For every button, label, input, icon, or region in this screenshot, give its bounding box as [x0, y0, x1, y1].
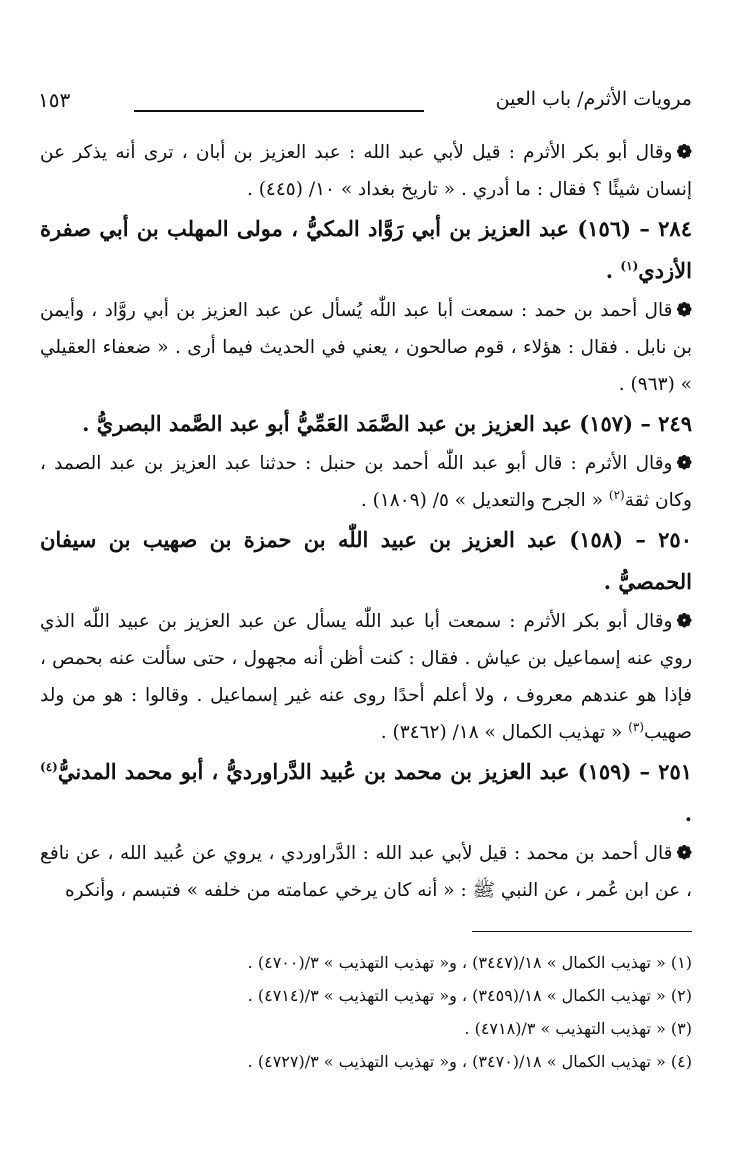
- footnote-separator: [472, 931, 692, 932]
- paragraph: ❁قال أحمد بن محمد : قيل لأبي عبد الله : الدَّراوردي ، يروي عن عُبيد الله ، عن نافع ، عن ابن عُمر ، عن النبي ﷺ : « أنه كان يرخي عمامته من خلفه » فتبسم ، وأنكره: [40, 843, 692, 901]
- asterisk-ornament-icon: ❁: [676, 843, 692, 864]
- entry-heading: ٢٤٩ – (١٥٧) عبد العزيز بن عبد الصَّمَد العَمِّيُّ أبو عبد الصَّمد البصريُّ .: [82, 411, 692, 436]
- paragraph: ❁وقال الأثرم : قال أبو عبد اللّٰه أحمد بن حنبل : حدثنا عبد العزيز بن عبد الصمد ، وكان ثقة$^{(٢)}$ « الجرح والتعديل » ٥/ (١٨٠٩) .: [40, 453, 692, 511]
- asterisk-ornament-icon: ❁: [676, 300, 692, 321]
- paragraph: ❁وقال أبو بكر الأثرم : قيل لأبي عبد الله : عبد العزيز بن أبان ، ترى أنه يذكر عن إنسان شيئًا ؟ فقال : ما أدري . « تاريخ بغداد » ١٠/ (٤٤٥) .: [40, 142, 692, 200]
- running-title: مرويات الأثرم/ باب العين: [495, 88, 692, 110]
- paragraph: ❁وقال أبو بكر الأثرم : سمعت أبا عبد اللّٰه يسأل عن عبد العزيز بن عبيد اللّٰه الذي روي عنه إسماعيل بن عياش . فقال : كنت أظن أنه مجهول ، حتى سألت عنه بحمص ، فإذا هو عندهم معروف ، ولا أعلم أحدًا روى عنه غير إسماعيل . وقالوا : هو من ولد صهيب$^{(٣)}$ « تهذيب الكمال » ١٨/ (٣٤٦٢) .: [40, 611, 692, 743]
- footnote: (١) « تهذيب الكمال » ١٨/(٣٤٤٧) ، و« تهذيب التهذيب » ٣/(٤٧٠٠) .: [247, 953, 692, 972]
- footnote-ref: (٣): [628, 719, 645, 734]
- footnote-ref: (١): [620, 259, 639, 273]
- page-number: ١٥٣: [38, 88, 71, 112]
- entry-heading: ٢٥١ – (١٥٩) عبد العزيز بن محمد بن عُبيد الدَّراورديُّ ، أبو محمد المدنيُّ$^{(٤)}$ .: [40, 759, 693, 826]
- entry-heading: ٢٨٤ – (١٥٦) عبد العزيز بن أبي رَوَّاد المكيُّ ، مولى المهلب بن أبي صفرة الأزدي$^{(١)}$ .: [40, 216, 692, 283]
- footnote: (٢) « تهذيب الكمال » ١٨/(٣٤٥٩) ، و« تهذيب التهذيب » ٣/(٤٧١٤) .: [247, 986, 692, 1005]
- main-text: [40, 134, 692, 909]
- asterisk-ornament-icon: ❁: [676, 453, 692, 474]
- footnote-ref: (٤): [40, 760, 58, 774]
- entry-heading: ٢٥٠ – (١٥٨) عبد العزيز بن عبيد اللّٰه بن حمزة بن صهيب بن سيفان الحمصيُّ .: [40, 527, 692, 594]
- footnote: (٣) « تهذيب التهذيب » ٣/(٤٧١٨) .: [464, 1019, 692, 1038]
- footnote: (٤) « تهذيب الكمال » ١٨/(٣٤٧٠) ، و« تهذيب التهذيب » ٣/(٤٧٢٧) .: [247, 1052, 692, 1071]
- header-rule: [134, 110, 424, 112]
- footnotes: [40, 946, 692, 1078]
- page-header: [38, 88, 692, 122]
- asterisk-ornament-icon: ❁: [676, 142, 692, 163]
- asterisk-ornament-icon: ❁: [676, 611, 692, 632]
- paragraph: ❁قال أحمد بن حمد : سمعت أبا عبد اللّٰه يُسأل عن عبد العزيز بن أبي روَّاد ، وأيمن بن نابل . فقال : هؤلاء ، قوم صالحون ، يعني في الحديث فيما أرى . « ضعفاء العقيلي » (٩٦٣) .: [40, 300, 692, 395]
- footnote-ref: (٢): [608, 487, 625, 502]
